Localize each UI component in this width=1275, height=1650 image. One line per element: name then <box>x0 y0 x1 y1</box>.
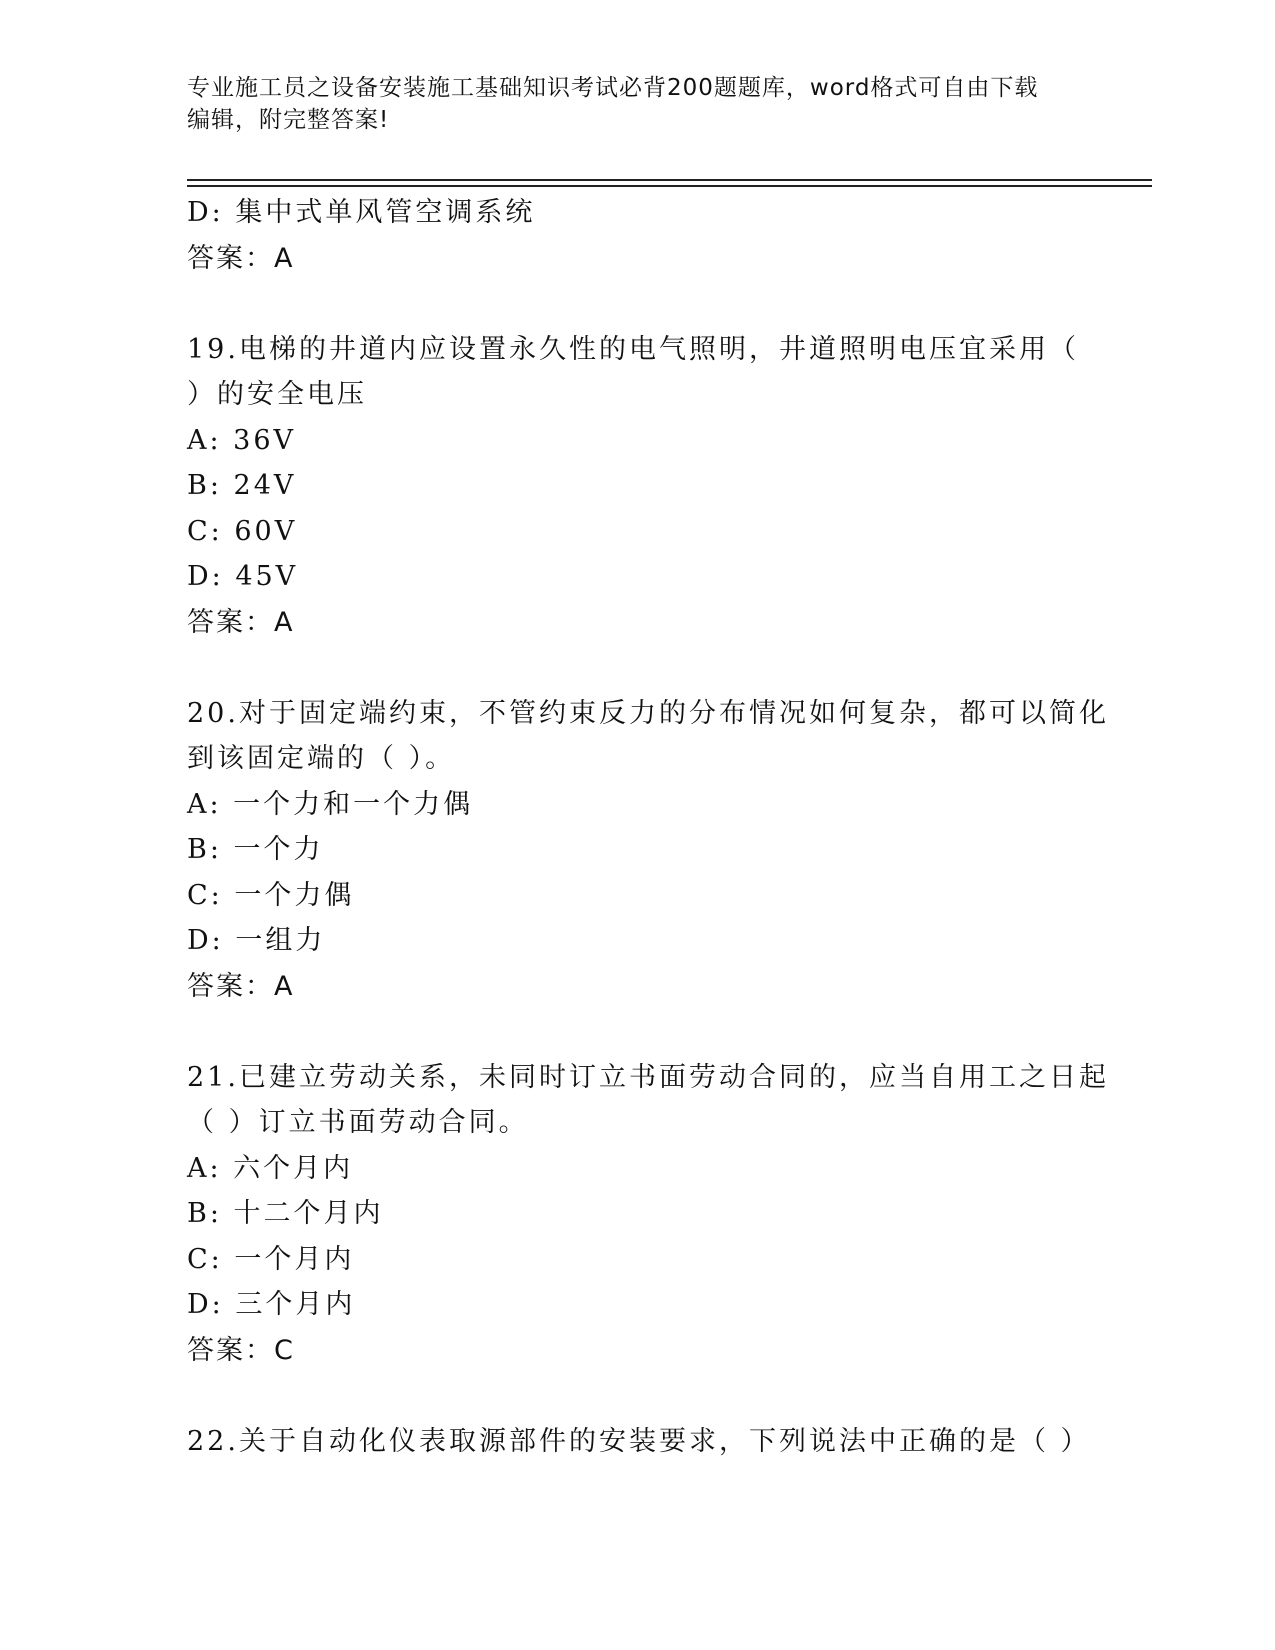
option-a: A: 六个月内 <box>187 1152 354 1184</box>
previous-question-answer: 答案：A <box>187 242 295 274</box>
option-c: C: 60V <box>187 515 298 547</box>
header-divider-top <box>187 179 1152 181</box>
question-text-line-1: 21.已建立劳动关系，未同时订立书面劳动合同的，应当自用工之日起 <box>187 1061 1109 1093</box>
question-text-line-2: 到该固定端的（ ）。 <box>187 743 456 774</box>
option-d: D: 一组力 <box>187 925 326 956</box>
question-text-line-1: 19.电梯的井道内应设置永久性的电气照明，井道照明电压宜采用（ <box>187 333 1079 365</box>
spacer <box>187 1373 1087 1419</box>
answer: 答案：A <box>187 970 295 1002</box>
option-b: B: 24V <box>187 470 297 501</box>
header-title-line-1: 专业施工员之设备安装施工基础知识考试必背200题题库，word格式可自由下载 <box>187 75 1039 101</box>
question-21 <box>187 1055 1109 1374</box>
option-a: A: 一个力和一个力偶 <box>187 788 474 820</box>
answer: 答案：A <box>187 606 295 638</box>
previous-question-option-d: D: 集中式单风管空调系统 <box>187 197 536 228</box>
question-22 <box>187 1419 1091 1465</box>
option-b: B: 十二个月内 <box>187 1198 384 1229</box>
header-title-line-2: 编辑，附完整答案! <box>187 107 390 133</box>
question-list <box>187 190 1109 1464</box>
option-a: A: 36V <box>187 424 297 456</box>
option-d: D: 45V <box>187 561 299 592</box>
option-d: D: 三个月内 <box>187 1289 356 1320</box>
question-text-line-2: （ ）订立书面劳动合同。 <box>187 1107 529 1138</box>
answer: 答案：C <box>187 1334 295 1366</box>
header-divider-bottom <box>187 185 1152 187</box>
spacer <box>187 645 1087 691</box>
spacer <box>187 281 1087 327</box>
spacer <box>187 1009 1087 1055</box>
question-text-line-2: ）的安全电压 <box>187 379 367 410</box>
question-text-line-1: 22.关于自动化仪表取源部件的安装要求，下列说法中正确的是（ ） <box>187 1425 1091 1457</box>
option-c: C: 一个力偶 <box>187 879 355 911</box>
question-20 <box>187 691 1109 1010</box>
option-c: C: 一个月内 <box>187 1243 355 1275</box>
option-b: B: 一个力 <box>187 834 324 865</box>
question-text-line-1: 20.对于固定端约束，不管约束反力的分布情况如何复杂，都可以简化 <box>187 697 1109 729</box>
document-header <box>187 72 1087 136</box>
question-19 <box>187 327 1087 646</box>
